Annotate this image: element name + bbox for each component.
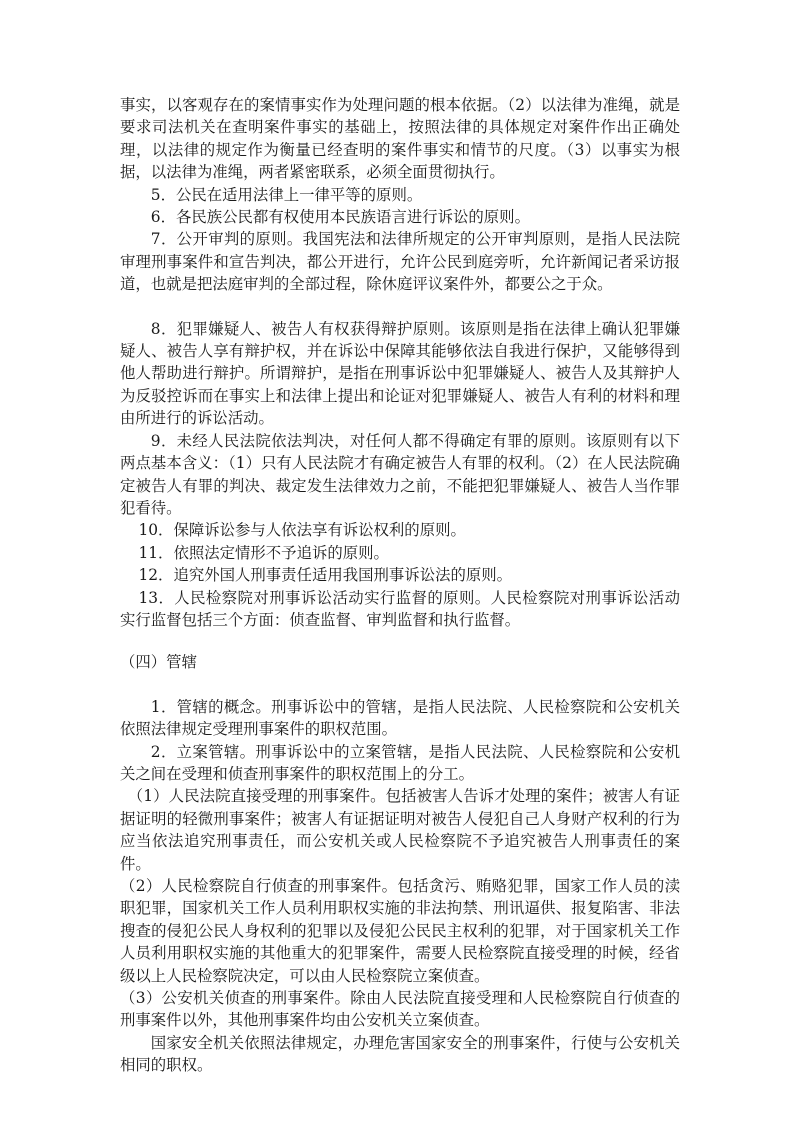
paragraph-court-direct-cases: （1）人民法院直接受理的刑事案件。包括被害人告诉才处理的案件；被害人有证据证明的轻微刑事案件；被害人有证据证明对被告人侵犯自己人身财产权利的行为应当依法追究刑事责任，而公安机关或人民检察院不予追究被告人刑事责任的案件。 [120, 787, 680, 873]
paragraph-principle-11: 11．依照法定情形不予追诉的原则。 [138, 543, 389, 562]
paragraph-principle-13: 13．人民检察院对刑事诉讼活动实行监督的原则。人民检察院对刑事诉讼活动实行监督包括三个方面：侦查监督、审判监督和执行监督。 [120, 588, 680, 629]
paragraph-case-filing-jurisdiction: 2．立案管辖。刑事诉讼中的立案管辖，是指人民法院、人民检察院和公安机关之间在受理和侦查刑事案件的职权范围上的分工。 [120, 742, 680, 783]
paragraph-principle-7: 7．公开审判的原则。我国宪法和法律所规定的公开审判原则，是指人民法院审理刑事案件和宣告判决，都公开进行，允许公民到庭旁听，允许新闻记者采访报道，也就是把法庭审判的全部过程，除休庭评议案件外，都要公之于众。 [120, 230, 680, 294]
paragraph-fact-basis: 事实，以客观存在的案情事实作为处理问题的根本依据。（2）以法律为准绳，就是要求司法机关在查明案件事实的基础上，按照法律的具体规定对案件作出正确处理，以法律的规定作为衡量已经查明的案件事实和情节的尺度。（3）以事实为根据，以法律为准绳，两者紧密联系，必须全面贯彻执行。 [120, 96, 680, 182]
section-heading-jurisdiction: （四）管辖 [120, 653, 197, 672]
paragraph-procuratorate-cases: （2）人民检察院自行侦查的刑事案件。包括贪污、贿赂犯罪，国家工作人员的渎职犯罪，国家机关工作人员利用职权实施的非法拘禁、刑讯逼供、报复陷害、非法搜查的侵犯公民人身权利的犯罪以及侵犯公民民主权利的犯罪，对于国家机关工作人员利用职权实施的其他重大的犯罪案件，需要人民检察院直接受理的时候，经省级以上人民检察院决定，可以由人民检察院立案侦查。 [120, 877, 680, 985]
paragraph-jurisdiction-concept: 1．管辖的概念。刑事诉讼中的管辖，是指人民法院、人民检察院和公安机关依照法律规定受理刑事案件的职权范围。 [120, 697, 680, 739]
paragraph-principle-9: 9．未经人民法院依法判决，对任何人都不得确定有罪的原则。该原则有以下两点基本含义：（1）只有人民法院才有确定被告人有罪的权利。（2）在人民法院确定被告人有罪的判决、裁定发生法律效力之前，不能把犯罪嫌疑人、被告人当作罪犯看待。 [120, 431, 680, 517]
paragraph-state-security: 国家安全机关依照法律规定，办理危害国家安全的刑事案件，行使与公安机关相同的职权。 [120, 1033, 680, 1075]
paragraph-police-cases: （3）公安机关侦查的刑事案件。除由人民法院直接受理和人民检察院自行侦查的刑事案件以外，其他刑事案件均由公安机关立案侦查。 [120, 989, 680, 1030]
document-body [120, 94, 680, 1077]
paragraph-principle-5: 5．公民在适用法律上一律平等的原则。 [150, 185, 423, 204]
paragraph-principle-10: 10．保障诉讼参与人依法享有诉讼权利的原则。 [138, 521, 466, 540]
paragraph-principle-8: 8．犯罪嫌疑人、被告人有权获得辩护原则。该原则是指在法律上确认犯罪嫌疑人、被告人享有辩护权，并在诉讼中保障其能够依法自我进行保护，又能够得到他人帮助进行辩护。所谓辩护，是指在刑事诉讼中犯罪嫌疑人、被告人及其辩护人为反驳控诉而在事实上和法律上提出和论证对犯罪嫌疑人、被告人有利的材料和理由所进行的诉讼活动。 [120, 319, 680, 428]
paragraph-principle-6: 6．各民族公民都有权使用本民族语言进行诉讼的原则。 [150, 208, 530, 227]
paragraph-principle-12: 12．追究外国人刑事责任适用我国刑事诉讼法的原则。 [138, 566, 513, 585]
